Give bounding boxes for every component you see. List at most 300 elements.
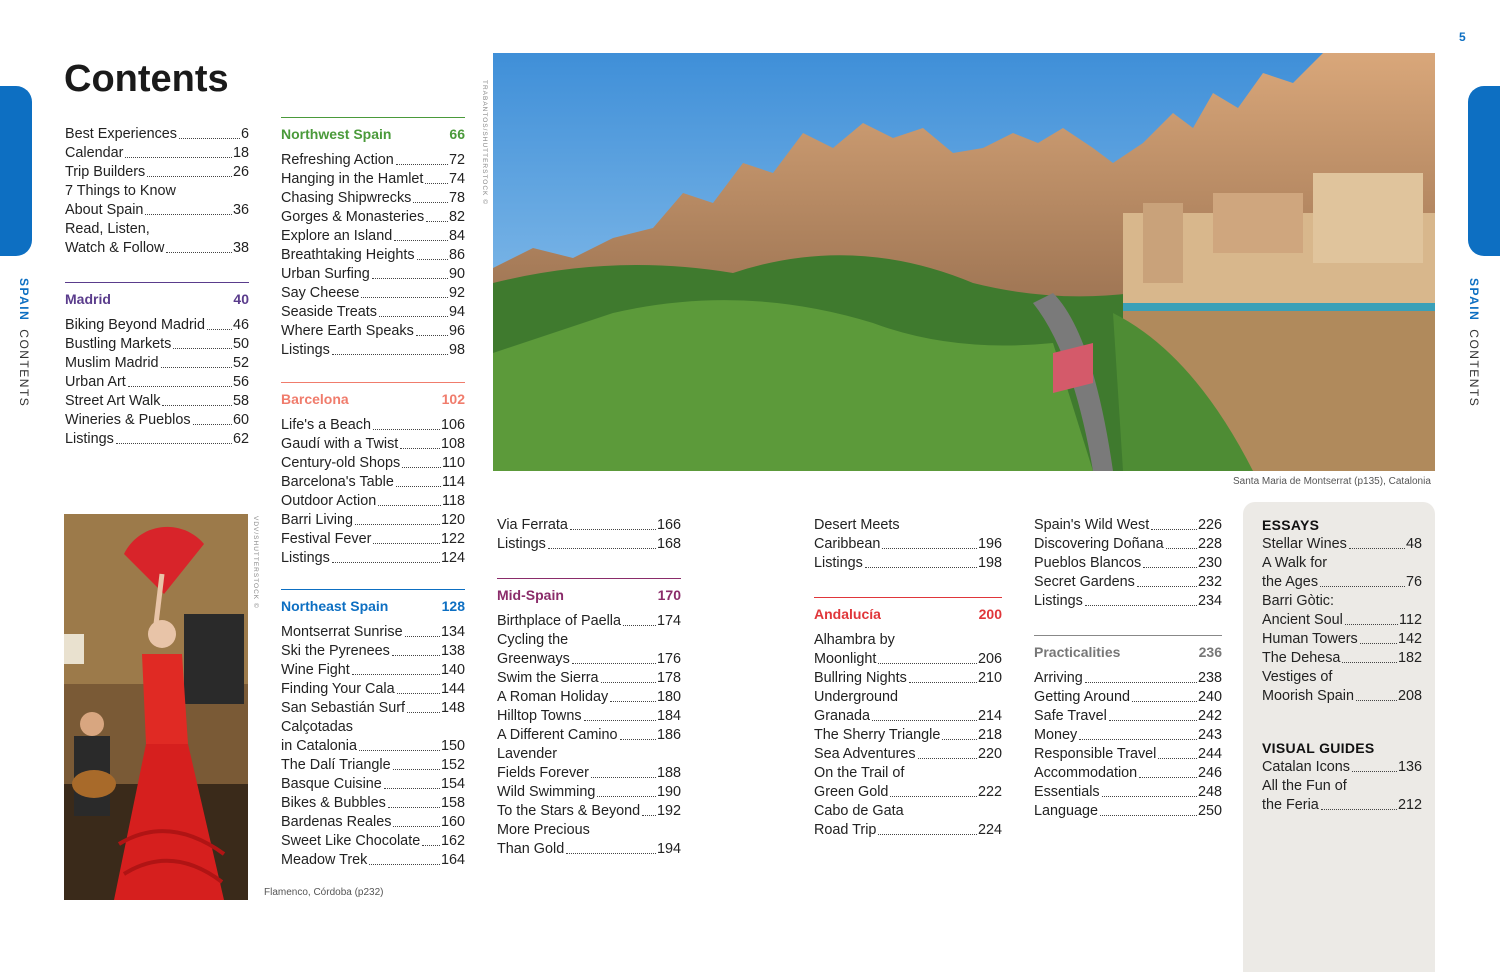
entry-title: Trip Builders (65, 164, 146, 180)
toc-entry[interactable] (497, 535, 681, 554)
entry-title: Listings (281, 550, 330, 566)
entry-page-number: 46 (232, 317, 249, 333)
entry-title: Gorges & Monasteries (281, 209, 425, 225)
entry-page-number: 36 (232, 202, 249, 218)
dot-leader (591, 777, 656, 778)
entry-page-number: 250 (1197, 803, 1222, 819)
toc-entry[interactable] (281, 699, 465, 718)
entry-page-number: 78 (448, 190, 465, 206)
entry-title: Breathtaking Heights (281, 247, 415, 263)
entry-page-number: 188 (656, 765, 681, 781)
entry-title: Festival Fever (281, 531, 372, 547)
flamenco-photo-credit: VDV/SHUTTERSTOCK © (252, 516, 259, 609)
dot-leader (372, 278, 448, 279)
section-name: Northwest Spain (281, 126, 392, 142)
section-header-northeast[interactable] (281, 589, 465, 618)
toc-entry[interactable] (814, 554, 1002, 573)
entry-title: Bikes & Bubbles (281, 795, 386, 811)
dot-leader (392, 655, 440, 656)
section-page-number: 66 (449, 126, 465, 142)
entry-page-number: 180 (656, 689, 681, 705)
entry-page-number: 148 (440, 700, 465, 716)
dot-leader (1100, 815, 1197, 816)
toc-entry[interactable] (1262, 649, 1422, 668)
entry-page-number: 122 (440, 531, 465, 547)
toc-entry[interactable] (281, 775, 465, 794)
toc-entry[interactable] (497, 650, 681, 669)
entry-title: Wine Fight (281, 662, 350, 678)
entry-page-number: 74 (448, 171, 465, 187)
section-header-andalucia[interactable] (814, 597, 1002, 626)
toc-entry[interactable] (65, 335, 249, 354)
dot-leader (384, 788, 440, 789)
intro-list (65, 125, 249, 258)
dot-leader (402, 467, 441, 468)
entry-page-number: 234 (1197, 593, 1222, 609)
entry-page-number: 210 (977, 670, 1002, 686)
entry-title: Listings (65, 431, 114, 447)
dot-leader (396, 486, 441, 487)
toc-entry[interactable] (1034, 535, 1222, 554)
dot-leader (400, 448, 440, 449)
entry-leading-line: Barri Gòtic: (1262, 593, 1334, 609)
dot-leader (416, 335, 448, 336)
dot-leader (166, 252, 232, 253)
entry-page-number: 152 (440, 757, 465, 773)
entry-title: Bardenas Reales (281, 814, 392, 830)
toc-entry[interactable] (281, 454, 465, 473)
toc-entry[interactable] (814, 707, 1002, 726)
toc-entry[interactable] (65, 239, 249, 258)
entry-title: Seaside Treats (281, 304, 377, 320)
dot-leader (570, 529, 656, 530)
toc-entry[interactable] (65, 144, 249, 163)
toc-entry[interactable] (497, 840, 681, 859)
toc-entry[interactable] (814, 650, 1002, 669)
entry-page-number: 150 (440, 738, 465, 754)
andalucia-continued-list (1034, 516, 1222, 611)
dot-leader (890, 796, 977, 797)
barcelona-section (281, 382, 465, 568)
entry-page-number: 212 (1397, 797, 1422, 813)
entry-title: Explore an Island (281, 228, 393, 244)
toc-entry[interactable] (1034, 802, 1222, 821)
entry-page-number: 56 (232, 374, 249, 390)
toc-entry[interactable] (65, 163, 249, 182)
midspain-section (497, 578, 681, 859)
entry-title: Green Gold (814, 784, 889, 800)
toc-entry[interactable] (281, 284, 465, 303)
toc-entry[interactable] (1034, 745, 1222, 764)
toc-entry[interactable] (281, 151, 465, 170)
entry-page-number: 242 (1197, 708, 1222, 724)
toc-entry[interactable] (281, 265, 465, 284)
dot-leader (161, 367, 232, 368)
entry-title: Getting Around (1034, 689, 1131, 705)
entry-title: the Ages (1262, 574, 1319, 590)
entry-page-number: 160 (440, 814, 465, 830)
toc-entry[interactable] (281, 511, 465, 530)
dot-leader (548, 548, 656, 549)
toc-entry[interactable] (65, 125, 249, 144)
dot-leader (872, 720, 977, 721)
dot-leader (882, 548, 977, 549)
entry-page-number: 248 (1197, 784, 1222, 800)
toc-entry[interactable] (281, 416, 465, 435)
toc-entry[interactable] (281, 341, 465, 360)
toc-entry[interactable] (814, 821, 1002, 840)
toc-entry[interactable] (814, 726, 1002, 745)
toc-entry[interactable] (1034, 764, 1222, 783)
entry-page-number: 162 (440, 833, 465, 849)
entry-title: Listings (814, 555, 863, 571)
dancer-dress (142, 654, 188, 744)
entry-leading-line: Alhambra by (814, 632, 895, 648)
section-name: Northeast Spain (281, 598, 389, 614)
dot-leader (909, 682, 977, 683)
toc-entry[interactable] (1034, 783, 1222, 802)
toc-entry[interactable] (497, 802, 681, 821)
entry-title: Bustling Markets (65, 336, 172, 352)
entry-page-number: 84 (448, 228, 465, 244)
dot-leader (179, 138, 240, 139)
entry-title: Via Ferrata (497, 517, 568, 533)
toc-entry[interactable] (281, 473, 465, 492)
entry-page-number: 196 (977, 536, 1002, 552)
dancer-head (148, 620, 176, 648)
side-label-brand: SPAIN (17, 278, 31, 322)
entry-title: Hanging in the Hamlet (281, 171, 424, 187)
wall-picture (184, 614, 244, 704)
toc-entry[interactable] (1034, 726, 1222, 745)
dot-leader (610, 701, 656, 702)
entry-page-number: 243 (1197, 727, 1222, 743)
toc-entry[interactable] (1034, 573, 1222, 592)
toc-entry[interactable] (65, 201, 249, 220)
toc-entry[interactable] (281, 189, 465, 208)
toc-entry[interactable] (65, 316, 249, 335)
toc-entry[interactable] (281, 435, 465, 454)
toc-entry[interactable] (497, 726, 681, 745)
section-header-barcelona[interactable] (281, 382, 465, 411)
entry-title: Century-old Shops (281, 455, 401, 471)
entry-title: The Dehesa (1262, 650, 1341, 666)
toc-entry[interactable] (281, 549, 465, 568)
entry-page-number: 178 (656, 670, 681, 686)
entry-page-number: 240 (1197, 689, 1222, 705)
entry-page-number: 176 (656, 651, 681, 667)
entry-title: Discovering Doñana (1034, 536, 1164, 552)
toc-entry[interactable] (281, 208, 465, 227)
section-header-practicalities[interactable] (1034, 635, 1222, 664)
dot-leader (1166, 548, 1197, 549)
entry-title: Responsible Travel (1034, 746, 1157, 762)
toc-entry[interactable] (281, 756, 465, 775)
entry-page-number: 110 (442, 455, 465, 471)
dot-leader (425, 183, 448, 184)
entry-page-number: 98 (448, 342, 465, 358)
dot-leader (373, 543, 440, 544)
dot-leader (407, 712, 440, 713)
toc-entry[interactable] (1034, 592, 1222, 611)
toc-entry[interactable] (281, 851, 465, 870)
dot-leader (125, 157, 232, 158)
entry-title: Life's a Beach (281, 417, 371, 433)
entry-page-number: 174 (656, 613, 681, 629)
entry-title: Biking Beyond Madrid (65, 317, 205, 333)
toc-entry[interactable] (281, 322, 465, 341)
toc-entry[interactable] (65, 430, 249, 449)
dot-leader (417, 259, 448, 260)
section-name: Mid-Spain (497, 587, 564, 603)
toc-entry[interactable] (497, 764, 681, 783)
toc-entry[interactable] (281, 737, 465, 756)
dot-leader (1102, 796, 1197, 797)
entry-title: Sweet Like Chocolate (281, 833, 421, 849)
dot-leader (1352, 771, 1397, 772)
entry-page-number: 192 (656, 803, 681, 819)
page-title: Contents (64, 58, 229, 100)
dot-leader (128, 386, 232, 387)
entry-page-number: 226 (1197, 517, 1222, 533)
entry-page-number: 190 (656, 784, 681, 800)
entry-page-number: 194 (656, 841, 681, 857)
dot-leader (1342, 662, 1397, 663)
toc-entry[interactable] (281, 623, 465, 642)
entry-page-number: 96 (448, 323, 465, 339)
dot-leader (393, 769, 440, 770)
dot-leader (942, 739, 977, 740)
dot-leader (1320, 586, 1405, 587)
section-page-number: 128 (441, 598, 465, 614)
entry-leading-line: Vestiges of (1262, 669, 1333, 685)
entry-leading-line: Calçotadas (281, 719, 353, 735)
section-page-number: 236 (1198, 644, 1222, 660)
entry-page-number: 62 (232, 431, 249, 447)
entry-title: Urban Art (65, 374, 126, 390)
entry-page-number: 124 (440, 550, 465, 566)
side-label-section-right: CONTENTS (1467, 329, 1481, 408)
toc-entry[interactable] (281, 246, 465, 265)
entry-page-number: 224 (977, 822, 1002, 838)
entry-page-number: 76 (1405, 574, 1422, 590)
dot-leader (1109, 720, 1197, 721)
dot-leader (397, 693, 440, 694)
entry-title: Caribbean (814, 536, 881, 552)
toc-entry[interactable] (497, 669, 681, 688)
entry-title: Sea Adventures (814, 746, 916, 762)
toc-entry[interactable] (65, 392, 249, 411)
entry-page-number: 184 (656, 708, 681, 724)
dot-leader (918, 758, 977, 759)
entry-title: Wild Swimming (497, 784, 596, 800)
entry-title: Birthplace of Paella (497, 613, 621, 629)
entry-page-number: 144 (440, 681, 465, 697)
entry-leading-line: Cycling the (497, 632, 569, 648)
toc-entry[interactable] (281, 794, 465, 813)
dot-leader (865, 567, 977, 568)
northwest-section (281, 117, 465, 360)
entry-title: San Sebastián Surf (281, 700, 405, 716)
dot-leader (207, 329, 232, 330)
entry-page-number: 112 (1399, 612, 1422, 628)
dot-leader (1356, 700, 1397, 701)
page-number: 5 (1459, 30, 1466, 44)
entry-title: Hilltop Towns (497, 708, 582, 724)
entry-title: Urban Surfing (281, 266, 370, 282)
entry-page-number: 108 (440, 436, 465, 452)
guitar (72, 770, 116, 798)
toc-entry[interactable] (497, 688, 681, 707)
dot-leader (1079, 739, 1197, 740)
toc-entry[interactable] (814, 783, 1002, 802)
entry-title: Barri Living (281, 512, 353, 528)
dot-leader (193, 424, 232, 425)
dot-leader (378, 505, 441, 506)
entry-title: A Roman Holiday (497, 689, 609, 705)
entry-page-number: 182 (1397, 650, 1422, 666)
toc-entry[interactable] (1262, 535, 1422, 554)
entry-page-number: 232 (1197, 574, 1222, 590)
entry-title: Barcelona's Table (281, 474, 394, 490)
dot-leader (1158, 758, 1197, 759)
entry-title: Calendar (65, 145, 124, 161)
toc-entry[interactable] (281, 227, 465, 246)
toc-entry[interactable] (497, 612, 681, 631)
dot-leader (379, 316, 448, 317)
entry-page-number: 94 (448, 304, 465, 320)
toc-entry[interactable] (814, 745, 1002, 764)
entry-title: Fields Forever (497, 765, 589, 781)
dot-leader (878, 834, 977, 835)
toc-entry[interactable] (281, 492, 465, 511)
toc-entry[interactable] (281, 170, 465, 189)
dot-leader (878, 663, 977, 664)
entry-title: Swim the Sierra (497, 670, 599, 686)
dot-leader (173, 348, 232, 349)
section-name: Madrid (65, 291, 111, 307)
entry-title: Listings (1034, 593, 1083, 609)
entry-page-number: 142 (1397, 631, 1422, 647)
entry-page-number: 6 (240, 126, 249, 142)
toc-entry[interactable] (281, 832, 465, 851)
dot-leader (572, 663, 656, 664)
entry-page-number: 18 (232, 145, 249, 161)
toc-entry[interactable] (65, 354, 249, 373)
entry-title: Outdoor Action (281, 493, 377, 509)
toc-entry[interactable] (814, 535, 1002, 554)
toc-entry[interactable] (281, 642, 465, 661)
toc-entry[interactable] (281, 813, 465, 832)
dot-leader (1139, 777, 1197, 778)
toc-entry[interactable] (497, 516, 681, 535)
dot-leader (597, 796, 656, 797)
dot-leader (359, 750, 440, 751)
toc-entry[interactable] (1034, 554, 1222, 573)
toc-entry[interactable] (814, 669, 1002, 688)
dot-leader (361, 297, 448, 298)
entry-title: Ancient Soul (1262, 612, 1343, 628)
entry-leading-line: 7 Things to Know (65, 183, 176, 199)
toc-entry[interactable] (1262, 758, 1422, 777)
montserrat-illustration (493, 53, 1435, 471)
andalucia-section (814, 597, 1002, 840)
entry-page-number: 90 (448, 266, 465, 282)
toc-entry[interactable] (65, 373, 249, 392)
entry-leading-line: Desert Meets (814, 517, 900, 533)
toc-entry[interactable] (65, 411, 249, 430)
section-header-northwest[interactable] (281, 117, 465, 146)
entry-page-number: 118 (442, 493, 465, 509)
entry-page-number: 114 (442, 474, 465, 490)
dot-leader (145, 214, 232, 215)
entry-title: Greenways (497, 651, 570, 667)
toc-entry[interactable] (1034, 707, 1222, 726)
toc-entry[interactable] (497, 783, 681, 802)
toc-entry[interactable] (1034, 669, 1222, 688)
dot-leader (566, 853, 656, 854)
entry-title: The Sherry Triangle (814, 727, 941, 743)
entry-page-number: 106 (440, 417, 465, 433)
toc-entry[interactable] (1034, 688, 1222, 707)
entry-title: Moorish Spain (1262, 688, 1354, 704)
entry-title: Accommodation (1034, 765, 1138, 781)
toc-entry[interactable] (497, 707, 681, 726)
entry-title: Safe Travel (1034, 708, 1107, 724)
toc-entry[interactable] (1262, 796, 1422, 815)
toc-entry[interactable] (1262, 611, 1422, 630)
top-photo-caption: Santa Maria de Montserrat (p135), Catalonia (1233, 476, 1431, 487)
flamenco-illustration (64, 514, 248, 900)
section-header-midspain[interactable] (497, 578, 681, 607)
madrid-section (65, 282, 249, 449)
dot-leader (1137, 586, 1197, 587)
toc-entry[interactable] (281, 680, 465, 699)
section-header-madrid[interactable] (65, 282, 249, 311)
entry-leading-line: A Walk for (1262, 555, 1328, 571)
toc-entry[interactable] (1262, 687, 1422, 706)
dot-leader (620, 739, 656, 740)
section-page-number: 40 (233, 291, 249, 307)
entry-page-number: 214 (977, 708, 1002, 724)
entry-title: Chasing Shipwrecks (281, 190, 412, 206)
midspain-continued-list (814, 516, 1002, 573)
toc-entry[interactable] (1034, 516, 1222, 535)
dot-leader (116, 443, 232, 444)
entry-title: Basque Cuisine (281, 776, 382, 792)
entry-title: the Feria (1262, 797, 1319, 813)
toc-entry[interactable] (281, 303, 465, 322)
entry-title: Listings (281, 342, 330, 358)
entry-title: Granada (814, 708, 871, 724)
toc-entry[interactable] (1262, 573, 1422, 592)
entry-page-number: 38 (232, 240, 249, 256)
heading-visual-guides: VISUAL GUIDES (1262, 740, 1375, 756)
toc-entry[interactable] (281, 530, 465, 549)
entry-title: Refreshing Action (281, 152, 394, 168)
entry-leading-line: More Precious (497, 822, 590, 838)
toc-entry[interactable] (1262, 630, 1422, 649)
entry-title: Secret Gardens (1034, 574, 1135, 590)
toc-entry[interactable] (281, 661, 465, 680)
dot-leader (369, 864, 440, 865)
section-page-number: 170 (657, 587, 681, 603)
section-page-number: 200 (978, 606, 1002, 622)
entry-title: About Spain (65, 202, 144, 218)
entry-title: Finding Your Cala (281, 681, 395, 697)
entry-title: Stellar Wines (1262, 536, 1347, 552)
entry-page-number: 82 (448, 209, 465, 225)
